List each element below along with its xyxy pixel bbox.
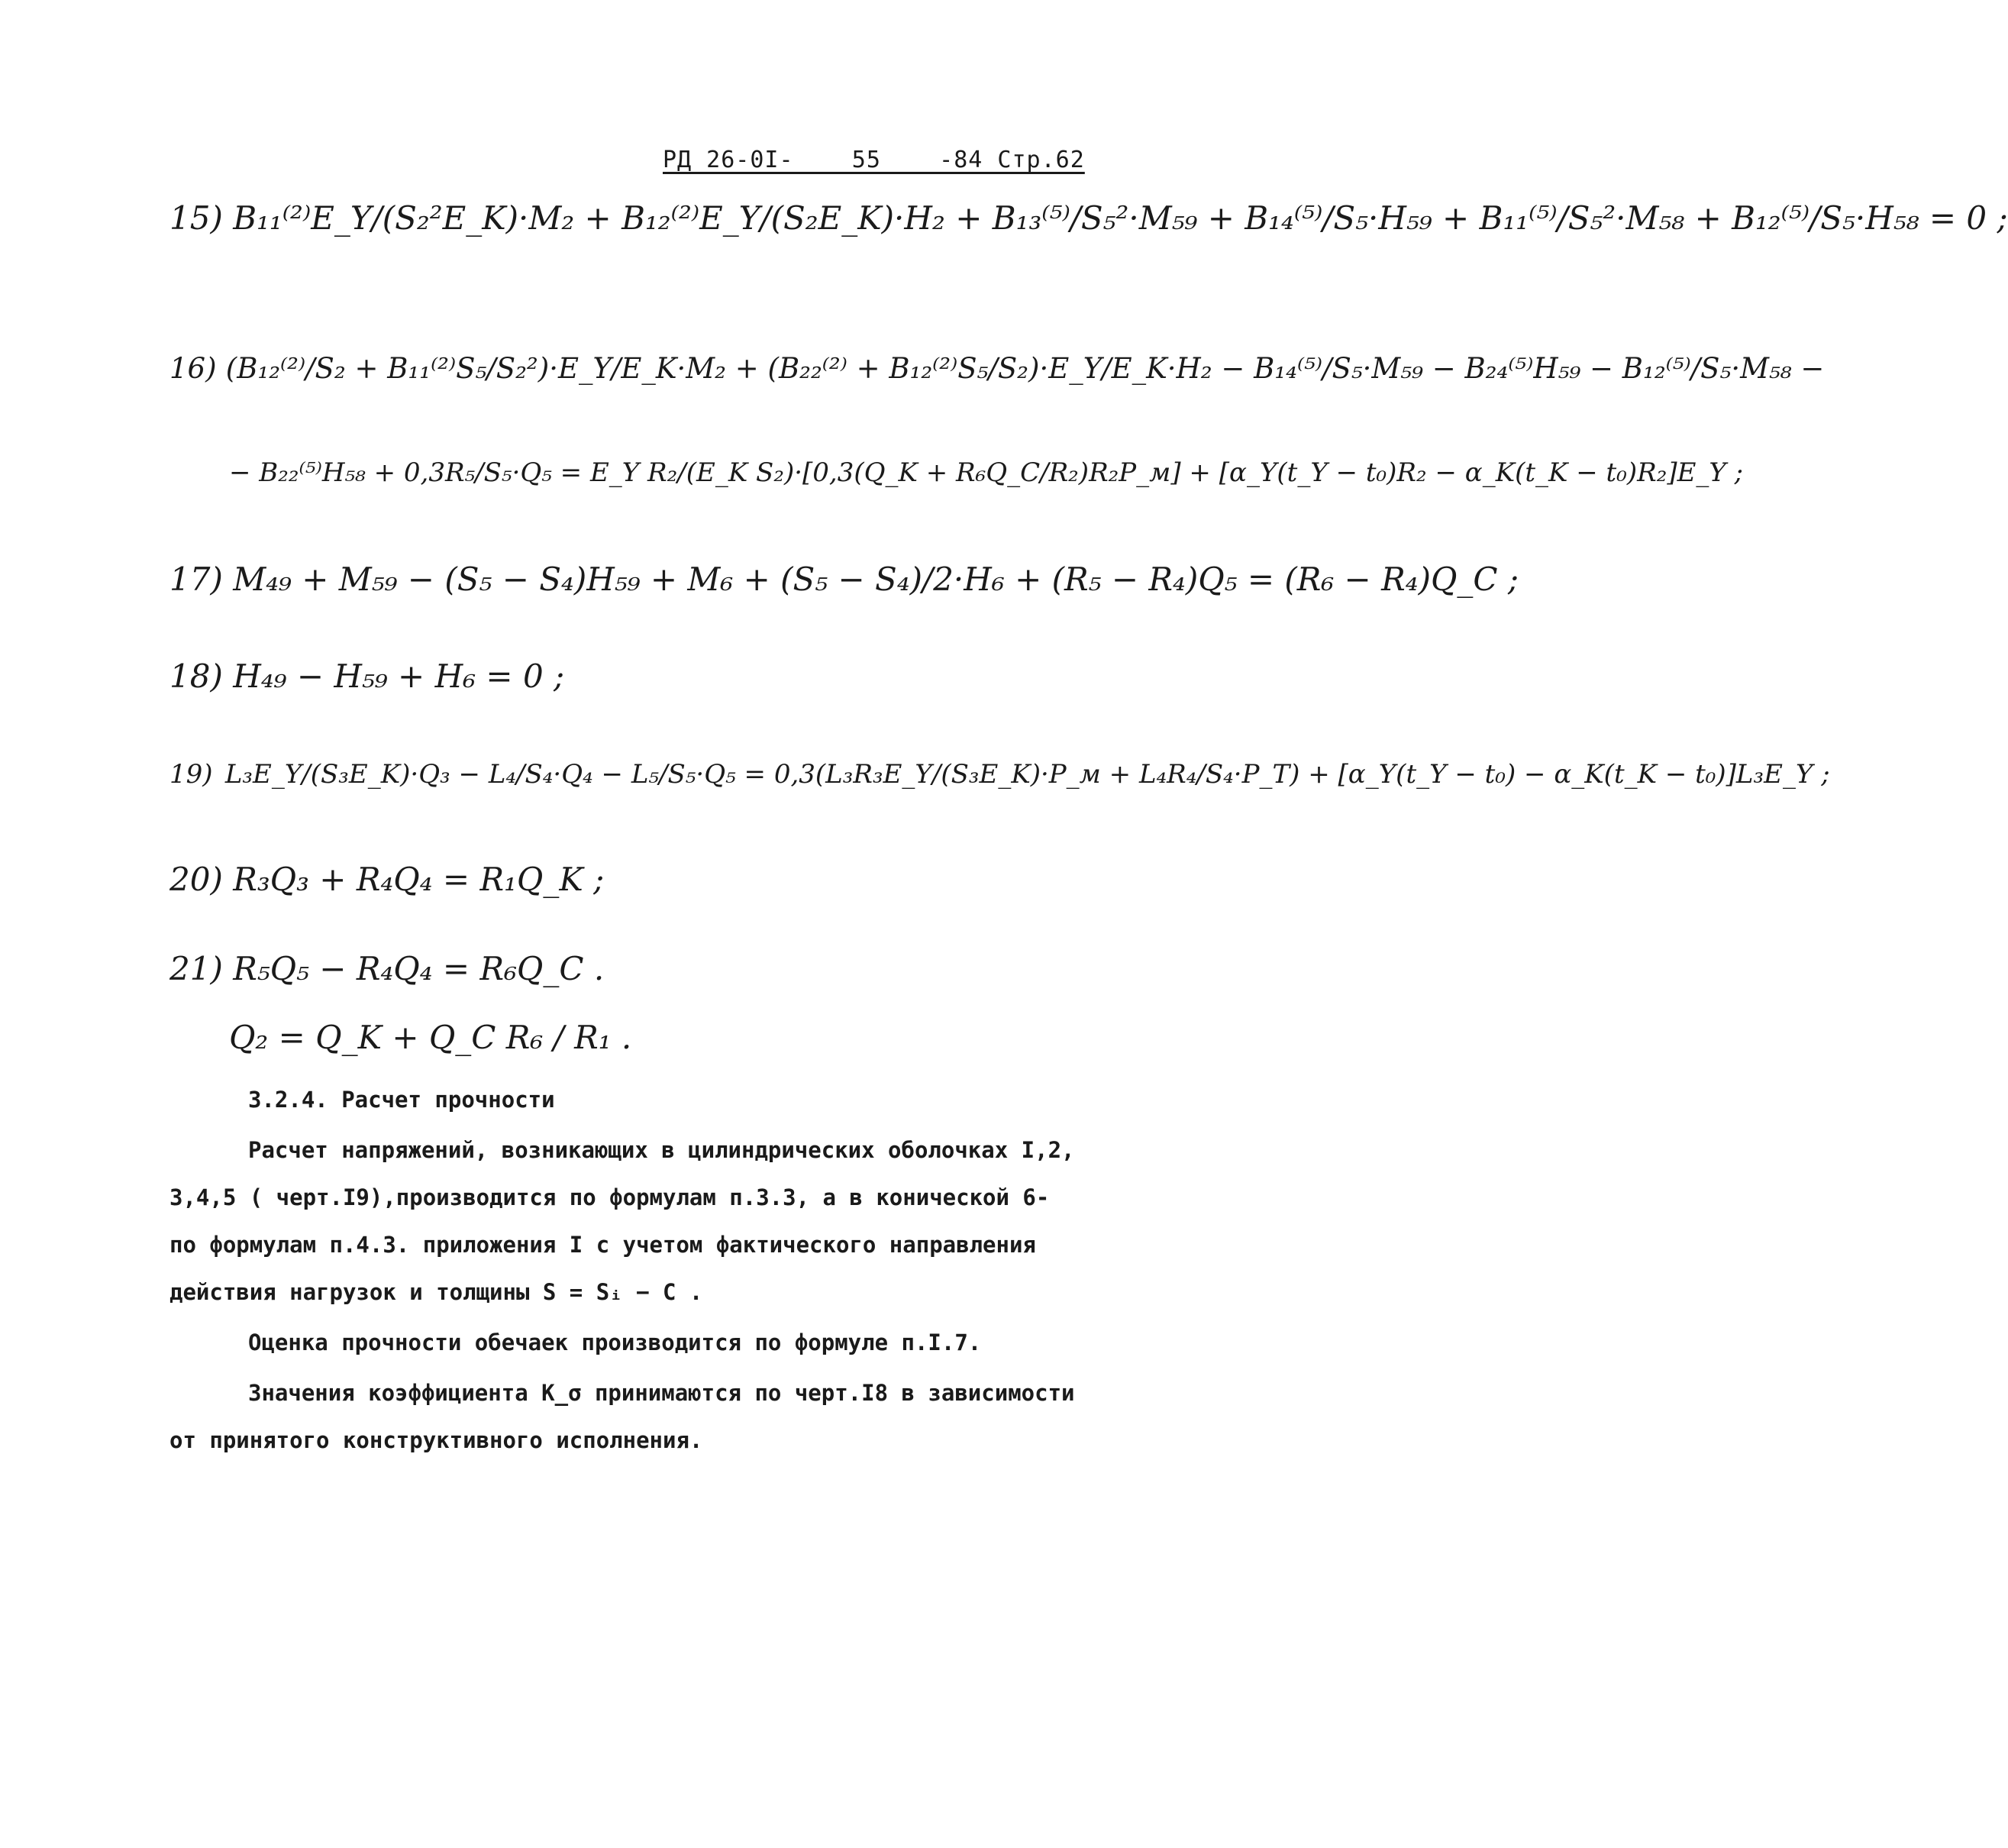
- paragraph-line: Расчет напряжений, возникающих в цилиндрических оболочках I,2,: [248, 1137, 1075, 1163]
- equation-q2: [229, 1019, 1298, 1056]
- equation-body: H₄₉ − H₅₉ + H₆ = 0 ;: [233, 657, 565, 695]
- equation-body: − B₂₂⁽⁵⁾H₅₈ + 0,3R₅/S₅·Q₅ = E_Y R₂/(E_K S₂)·[0,3(Q_K + R₆Q_C/R₂)R₂P_м] + [α_Y(t_Y − t₀)R₂ − α_K(t_K − t₀)R₂]E_Y ;: [229, 457, 1744, 488]
- equation-body: B₁₁⁽²⁾E_Y/(S₂²E_K)·M₂ + B₁₂⁽²⁾E_Y/(S₂E_K)·H₂ + B₁₃⁽⁵⁾/S₅²·M₅₉ + B₁₄⁽⁵⁾/S₅·H₅₉ + B₁₁⁽⁵⁾/S₅²·M₅₈ + B₁₂⁽⁵⁾/S₅·H₅₈ = 0 ;: [233, 199, 2008, 237]
- equation-number: 18): [169, 657, 223, 695]
- equation-body: (B₁₂⁽²⁾/S₂ + B₁₁⁽²⁾S₅/S₂²)·E_Y/E_K·M₂ + (B₂₂⁽²⁾ + B₁₂⁽²⁾S₅/S₂)·E_Y/E_K·H₂ − B₁₄⁽⁵⁾/S₅·M₅₉ − B₂₄⁽⁵⁾H₅₉ − B₁₂⁽⁵⁾/S₅·M₅₈ −: [225, 352, 1825, 385]
- paragraph-line: действия нагрузок и толщины S = Sᵢ − C .: [169, 1279, 703, 1305]
- equation-number: 16): [169, 352, 217, 385]
- equation-body: L₃E_Y/(S₃E_K)·Q₃ − L₄/S₄·Q₄ − L₅/S₅·Q₅ = 0,3(L₃R₃E_Y/(S₃E_K)·P_м + L₄R₄/S₄·P_T) + [α_Y(t_Y − t₀) − α_K(t_K − t₀)]L₃E_Y ;: [224, 759, 1830, 790]
- equation-body: R₅Q₅ − R₄Q₄ = R₆Q_C .: [233, 950, 605, 987]
- equation-15: [169, 199, 2008, 237]
- equation-number: 19): [169, 759, 213, 790]
- paragraph-line: от принятого конструктивного исполнения.: [169, 1427, 703, 1453]
- equation-18: [169, 658, 1238, 695]
- equation-number: 17): [169, 561, 223, 598]
- equation-body: R₃Q₃ + R₄Q₄ = R₁Q_K ;: [233, 861, 605, 898]
- paragraph-line: Оценка прочности обечаек производится по формуле п.I.7.: [248, 1329, 982, 1355]
- equation-20: [169, 861, 1238, 898]
- paragraph-line: 3,4,5 ( черт.I9),производится по формулам п.3.3, а в конической 6-: [169, 1184, 1050, 1210]
- equation-16-line2: [229, 457, 1744, 488]
- equation-number: 21): [169, 950, 223, 987]
- document-header: РД 26-0I- 55 -84 Стр.62: [663, 147, 1085, 173]
- equation-number: 20): [169, 861, 223, 898]
- section-title: 3.2.4. Расчет прочности: [248, 1087, 555, 1113]
- paragraph-line: по формулам п.4.3. приложения I с учетом фактического направления: [169, 1232, 1036, 1258]
- paragraph-line: Значения коэффициента K_σ принимаются по черт.I8 в зависимости: [248, 1380, 1075, 1406]
- equation-body: M₄₉ + M₅₉ − (S₅ − S₄)H₅₉ + M₆ + (S₅ − S₄)/2·H₆ + (R₅ − R₄)Q₅ = (R₆ − R₄)Q_C ;: [233, 561, 1519, 598]
- equation-21: [169, 951, 1238, 987]
- equation-number: 15): [169, 199, 223, 237]
- equation-19: [169, 759, 1830, 790]
- equation-body: Q₂ = Q_K + Q_C R₆ / R₁ .: [229, 1019, 632, 1056]
- equation-17: [169, 561, 1519, 598]
- equation-16-line1: [169, 352, 1825, 386]
